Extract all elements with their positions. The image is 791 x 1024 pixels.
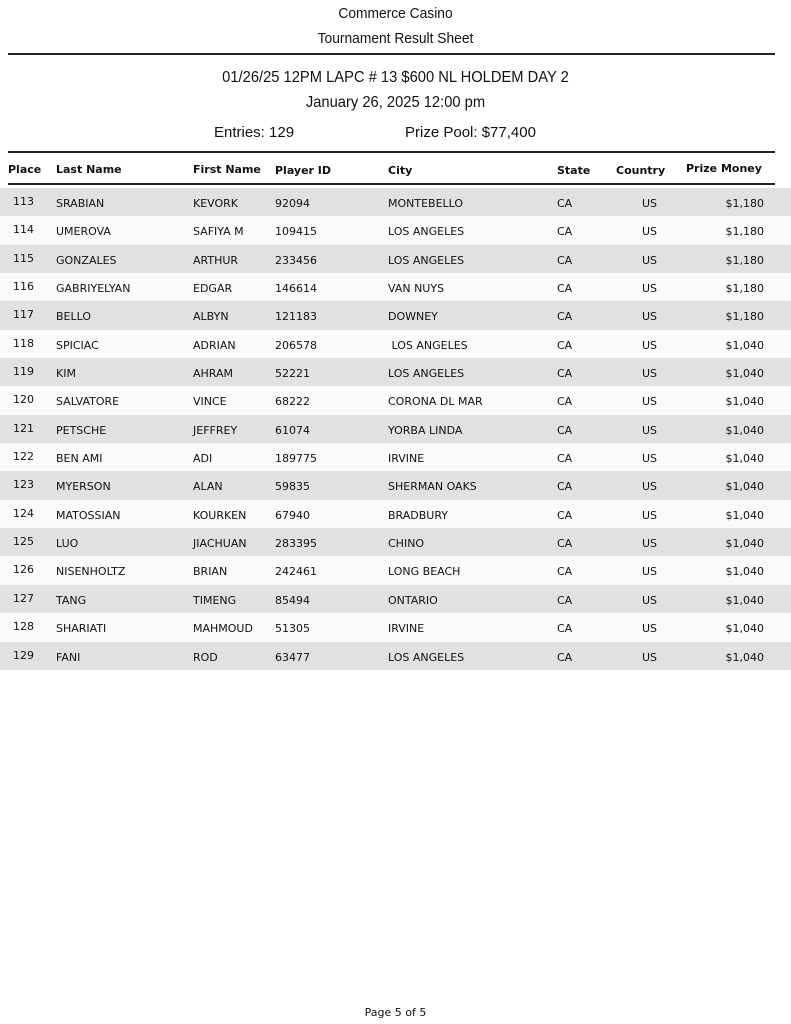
cell-country: US: [642, 480, 658, 494]
page-number: Page 5 of 5: [364, 1006, 427, 1019]
cell-country: US: [642, 622, 658, 636]
cell-last-name: KIM: [56, 367, 76, 381]
cell-country: US: [642, 225, 658, 239]
cell-place: 119: [13, 365, 34, 379]
cell-player-id: 242461: [275, 565, 317, 579]
cell-player-id: 206578: [275, 338, 317, 352]
cell-state: CA: [557, 225, 573, 239]
table-row: [0, 245, 791, 273]
cell-first-name: VINCE: [193, 395, 227, 409]
cell-prize-money: $1,180: [725, 225, 764, 239]
cell-place: 128: [13, 620, 34, 634]
cell-state: CA: [557, 452, 573, 466]
event-name: 01/26/25 12PM LAPC # 13 $600 NL HOLDEM DAY 2: [222, 69, 569, 86]
cell-place: 114: [13, 223, 34, 237]
cell-country: US: [642, 508, 658, 522]
title-divider: [8, 53, 775, 55]
cell-place: 126: [13, 563, 34, 577]
cell-state: CA: [557, 253, 573, 267]
cell-place: 124: [13, 506, 34, 520]
cell-state: CA: [557, 480, 573, 494]
entries-count: Entries: 129: [214, 124, 295, 141]
table-row: [0, 528, 791, 556]
table-row: [0, 188, 791, 216]
cell-player-id: 121183: [275, 310, 317, 324]
cell-player-id: 63477: [275, 650, 310, 664]
cell-last-name: GONZALES: [56, 253, 117, 267]
table-header-bottom-rule: [8, 183, 775, 185]
cell-state: CA: [557, 423, 573, 437]
cell-city: IRVINE: [388, 622, 425, 636]
cell-prize-money: $1,040: [725, 593, 764, 607]
cell-first-name: AHRAM: [193, 367, 234, 381]
table-row: [0, 443, 791, 471]
column-header-place: Place: [8, 163, 42, 176]
cell-country: US: [642, 650, 658, 664]
cell-player-id: 52221: [275, 367, 310, 381]
cell-place: 125: [13, 535, 34, 549]
cell-prize-money: $1,040: [725, 650, 764, 664]
cell-first-name: TIMENG: [193, 593, 237, 607]
cell-country: US: [642, 565, 658, 579]
cell-last-name: PETSCHE: [56, 423, 107, 437]
cell-first-name: ADRIAN: [193, 338, 236, 352]
event-datetime: January 26, 2025 12:00 pm: [305, 94, 486, 111]
table-row: [0, 301, 791, 329]
cell-country: US: [642, 367, 658, 381]
cell-country: US: [642, 452, 658, 466]
cell-player-id: 59835: [275, 480, 310, 494]
cell-player-id: 85494: [275, 593, 310, 607]
cell-city: LOS ANGELES: [388, 338, 468, 352]
cell-prize-money: $1,180: [725, 282, 764, 296]
cell-place: 122: [13, 450, 34, 464]
cell-place: 123: [13, 478, 34, 492]
cell-state: CA: [557, 650, 573, 664]
cell-last-name: BEN AMI: [56, 452, 103, 466]
cell-prize-money: $1,040: [725, 452, 764, 466]
cell-state: CA: [557, 367, 573, 381]
cell-state: CA: [557, 395, 573, 409]
cell-city: LOS ANGELES: [388, 253, 465, 267]
cell-city: YORBA LINDA: [388, 423, 463, 437]
column-header-player-id: Player ID: [275, 164, 332, 177]
cell-prize-money: $1,040: [725, 367, 764, 381]
table-row: [0, 471, 791, 499]
cell-city: VAN NUYS: [388, 282, 445, 296]
cell-first-name: EDGAR: [193, 282, 233, 296]
cell-last-name: SPICIAC: [56, 338, 99, 352]
column-header-state: State: [557, 164, 591, 177]
cell-first-name: BRIAN: [193, 565, 228, 579]
cell-first-name: ROD: [193, 650, 218, 664]
column-header-prize-money: Prize Money: [686, 162, 762, 175]
cell-state: CA: [557, 622, 573, 636]
cell-city: IRVINE: [388, 452, 425, 466]
column-header-first-name: First Name: [193, 163, 261, 176]
cell-place: 121: [13, 421, 34, 435]
cell-country: US: [642, 537, 658, 551]
cell-player-id: 68222: [275, 395, 310, 409]
cell-last-name: MYERSON: [56, 480, 111, 494]
cell-player-id: 51305: [275, 622, 310, 636]
cell-last-name: UMEROVA: [56, 225, 111, 239]
sheet-title: Tournament Result Sheet: [317, 30, 474, 47]
table-row: [0, 556, 791, 584]
cell-place: 129: [13, 648, 34, 662]
cell-country: US: [642, 593, 658, 607]
cell-prize-money: $1,040: [725, 565, 764, 579]
organization-name: Commerce Casino: [338, 5, 453, 22]
cell-prize-money: $1,040: [725, 338, 764, 352]
column-header-city: City: [388, 164, 413, 177]
cell-player-id: 189775: [275, 452, 317, 466]
cell-last-name: NISENHOLTZ: [56, 565, 126, 579]
table-row: [0, 500, 791, 528]
cell-place: 120: [13, 393, 34, 407]
cell-country: US: [642, 282, 658, 296]
table-row: [0, 216, 791, 244]
cell-country: US: [642, 338, 658, 352]
cell-first-name: ALAN: [193, 480, 223, 494]
cell-first-name: KEVORK: [193, 197, 239, 210]
cell-country: US: [642, 395, 658, 409]
cell-player-id: 233456: [275, 253, 317, 267]
cell-city: SHERMAN OAKS: [388, 480, 477, 494]
cell-state: CA: [557, 537, 573, 551]
cell-prize-money: $1,040: [725, 395, 764, 409]
cell-last-name: TANG: [56, 593, 87, 607]
cell-last-name: SRABIAN: [56, 197, 105, 210]
cell-state: CA: [557, 565, 573, 579]
cell-first-name: MAHMOUD: [193, 622, 253, 636]
cell-player-id: 146614: [275, 282, 317, 296]
cell-prize-money: $1,040: [725, 423, 764, 437]
cell-state: CA: [557, 197, 573, 210]
table-row: [0, 358, 791, 386]
cell-state: CA: [557, 338, 573, 352]
table-row: [0, 415, 791, 443]
cell-city: LOS ANGELES: [388, 225, 465, 239]
cell-first-name: KOURKEN: [193, 508, 247, 522]
cell-state: CA: [557, 282, 573, 296]
table-row: [0, 585, 791, 613]
cell-first-name: ALBYN: [193, 310, 229, 324]
cell-last-name: GABRIYELYAN: [56, 282, 131, 296]
cell-country: US: [642, 253, 658, 267]
cell-player-id: 109415: [275, 225, 317, 239]
results-table-body: [0, 188, 791, 670]
cell-city: CORONA DL MAR: [388, 395, 483, 409]
cell-city: DOWNEY: [388, 310, 438, 324]
prize-pool: Prize Pool: $77,400: [405, 124, 536, 141]
cell-city: ONTARIO: [388, 593, 438, 607]
cell-prize-money: $1,180: [725, 253, 764, 267]
table-row: [0, 330, 791, 358]
cell-place: 127: [13, 591, 34, 605]
cell-country: US: [642, 310, 658, 324]
cell-prize-money: $1,180: [725, 310, 764, 324]
cell-first-name: JEFFREY: [193, 423, 238, 437]
cell-prize-money: $1,040: [725, 508, 764, 522]
cell-first-name: ADI: [193, 452, 213, 466]
table-row: [0, 273, 791, 301]
cell-place: 117: [13, 308, 34, 322]
cell-country: US: [642, 197, 658, 210]
cell-country: US: [642, 423, 658, 437]
cell-last-name: SHARIATI: [56, 622, 107, 636]
column-header-last-name: Last Name: [56, 163, 122, 176]
column-header-country: Country: [616, 164, 666, 177]
cell-place: 113: [13, 195, 34, 208]
cell-prize-money: $1,180: [725, 197, 764, 210]
cell-last-name: FANI: [56, 650, 81, 664]
cell-place: 115: [13, 251, 34, 265]
table-row: [0, 386, 791, 414]
cell-city: CHINO: [388, 537, 425, 551]
cell-state: CA: [557, 508, 573, 522]
table-header-top-rule: [8, 151, 775, 153]
cell-state: CA: [557, 593, 573, 607]
cell-prize-money: $1,040: [725, 480, 764, 494]
cell-place: 116: [13, 280, 34, 294]
cell-state: CA: [557, 310, 573, 324]
cell-last-name: SALVATORE: [56, 395, 120, 409]
cell-city: BRADBURY: [388, 508, 448, 522]
table-row: [0, 642, 791, 670]
cell-prize-money: $1,040: [725, 537, 764, 551]
cell-city: LONG BEACH: [388, 565, 461, 579]
cell-prize-money: $1,040: [725, 622, 764, 636]
cell-city: LOS ANGELES: [388, 367, 465, 381]
cell-last-name: BELLO: [56, 310, 92, 324]
cell-city: MONTEBELLO: [388, 197, 464, 210]
cell-last-name: MATOSSIAN: [56, 508, 121, 522]
cell-first-name: ARTHUR: [193, 253, 239, 267]
cell-player-id: 283395: [275, 537, 317, 551]
table-row: [0, 613, 791, 641]
cell-first-name: JIACHUAN: [193, 537, 247, 551]
cell-player-id: 67940: [275, 508, 310, 522]
cell-first-name: SAFIYA M: [193, 225, 244, 239]
cell-place: 118: [13, 336, 34, 350]
cell-last-name: LUO: [56, 537, 79, 551]
cell-player-id: 61074: [275, 423, 310, 437]
cell-city: LOS ANGELES: [388, 650, 465, 664]
cell-player-id: 92094: [275, 197, 310, 210]
